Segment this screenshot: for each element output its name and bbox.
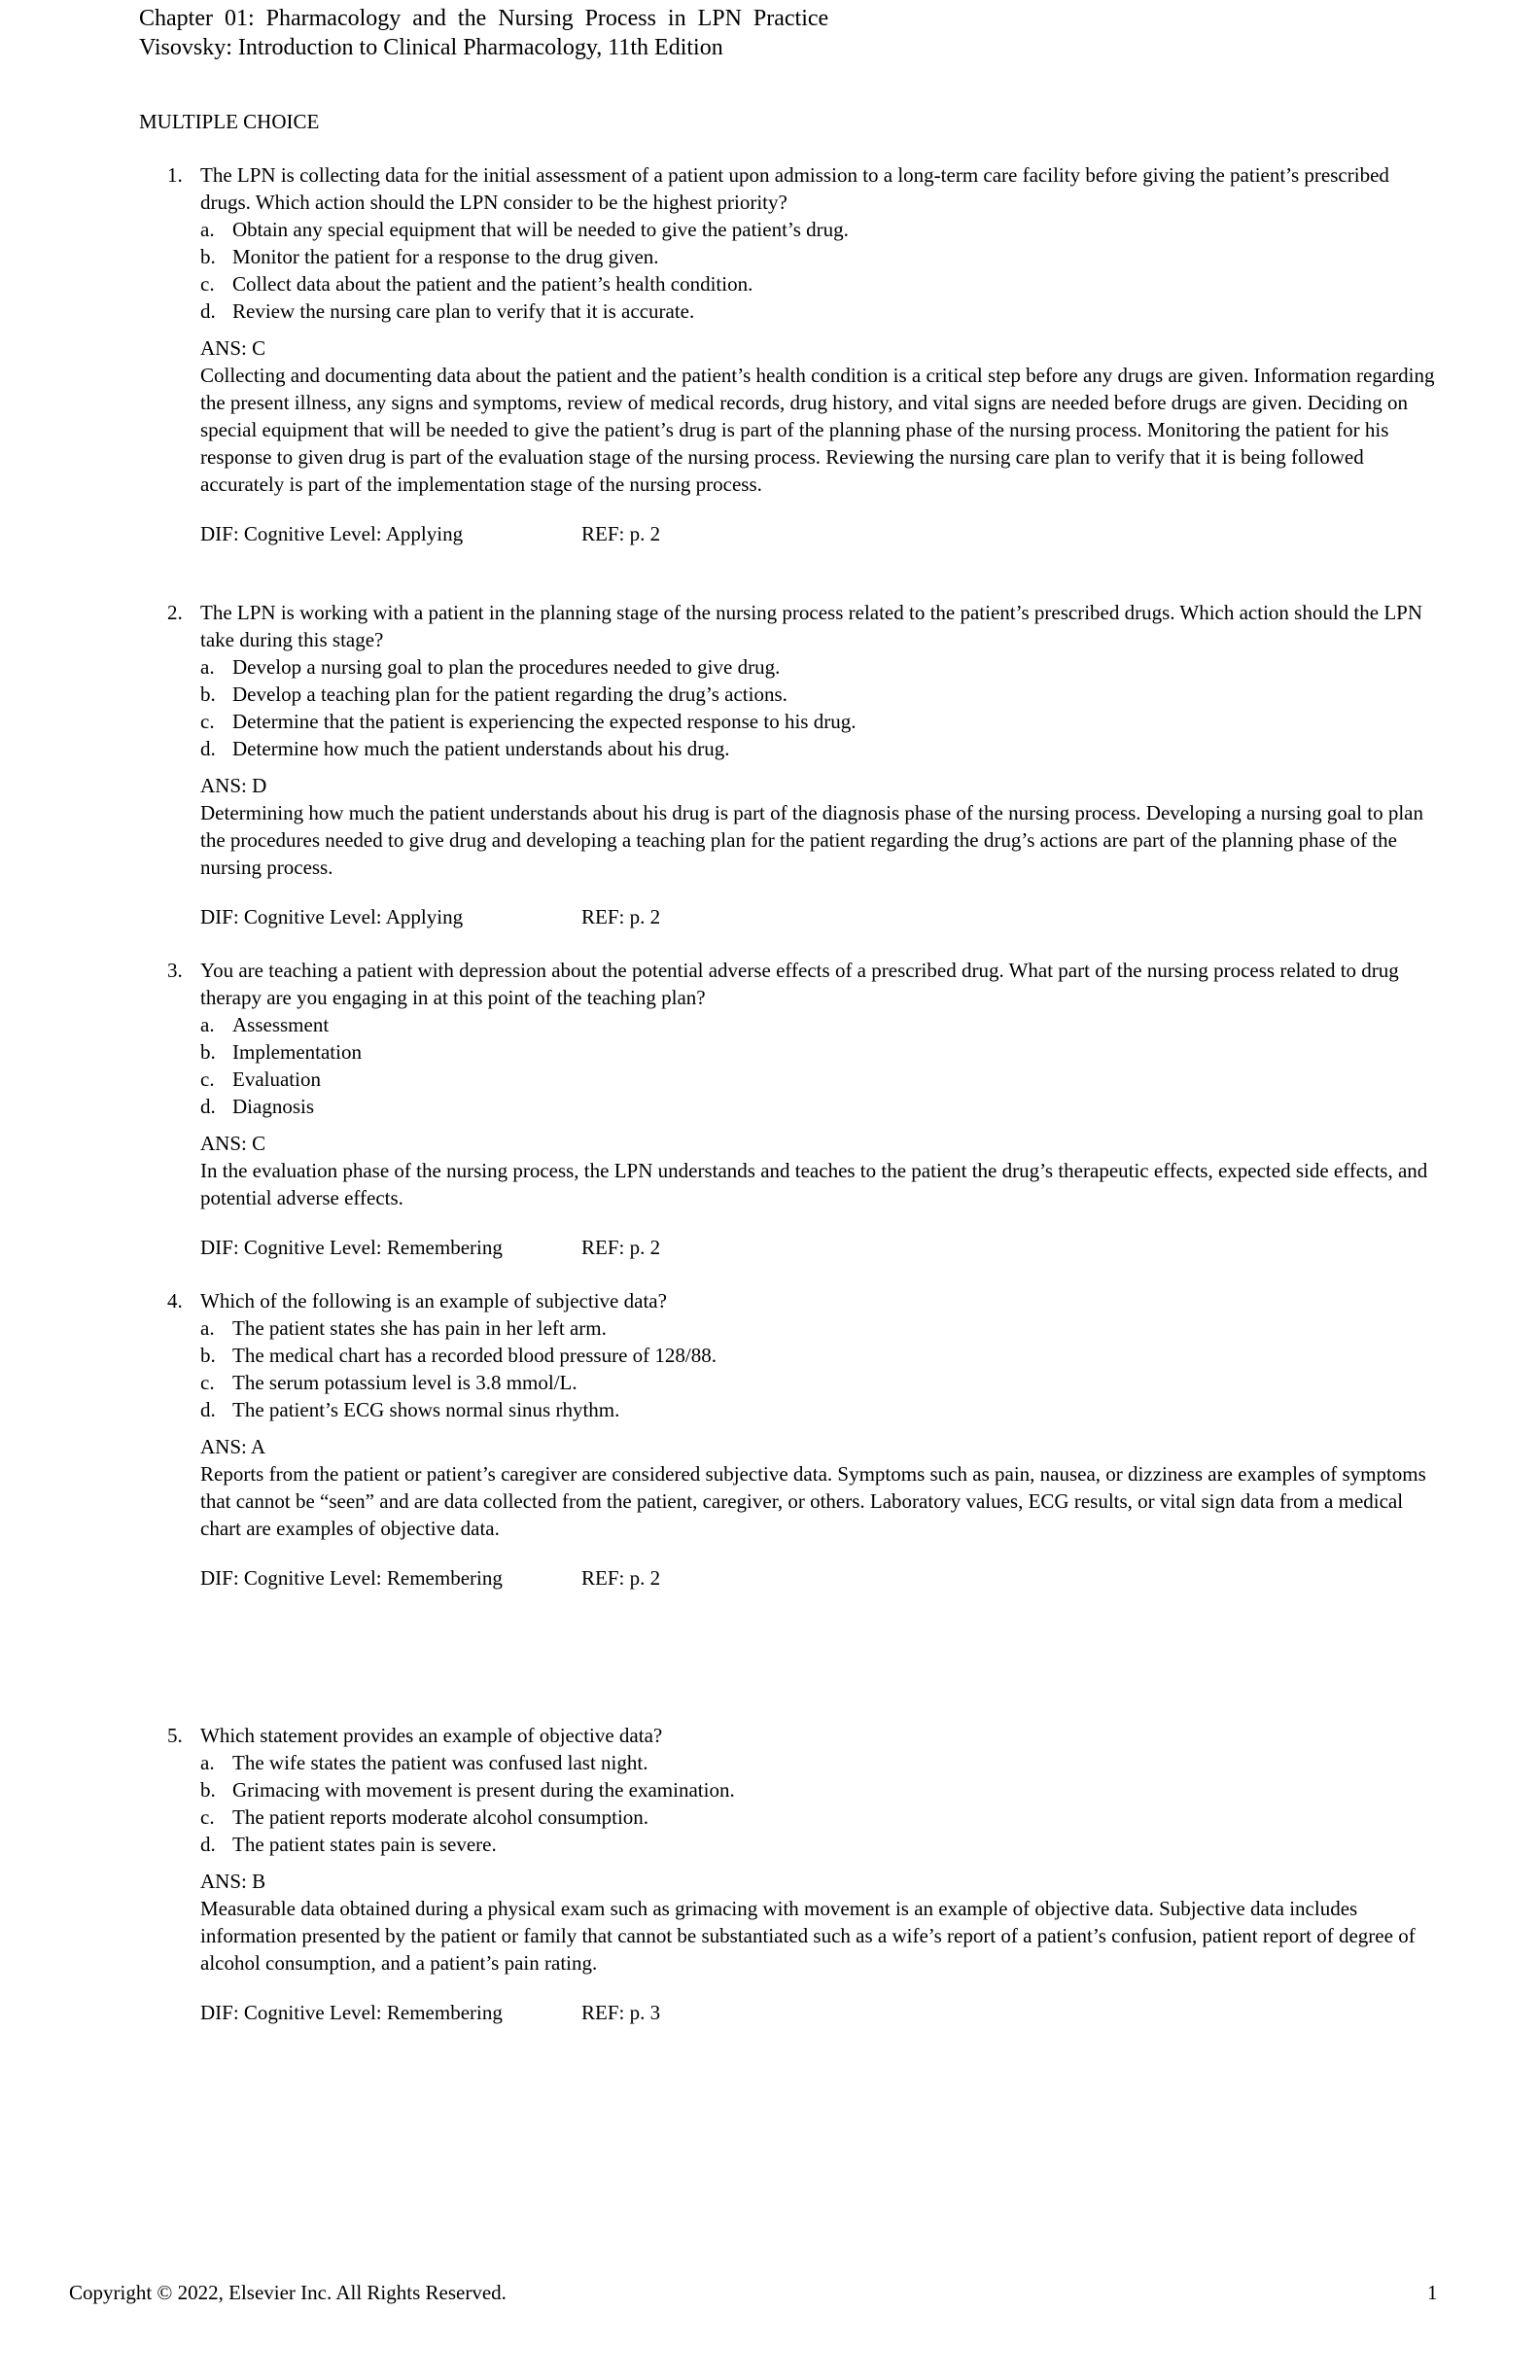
option-text: Implementation bbox=[232, 1040, 362, 1064]
question-number: 3. bbox=[167, 959, 183, 982]
option-text: Collect data about the patient and the patient’s health condition. bbox=[232, 272, 753, 296]
option-letter: b. bbox=[200, 1778, 216, 1802]
option-text: Develop a nursing goal to plan the procedures needed to give drug. bbox=[232, 655, 781, 679]
page-reference: REF: p. 3 bbox=[581, 2001, 661, 2024]
book-title: Visovsky: Introduction to Clinical Pharmacology, 11th Edition bbox=[139, 35, 723, 60]
option-letter: a. bbox=[200, 1013, 215, 1036]
option-c bbox=[200, 1066, 1441, 1093]
option-text: Assessment bbox=[232, 1013, 330, 1036]
option-letter: a. bbox=[200, 1751, 215, 1774]
option-b bbox=[200, 1342, 1441, 1369]
option-c bbox=[200, 1369, 1441, 1396]
option-text: The patient states pain is severe. bbox=[232, 1833, 497, 1856]
option-letter: c. bbox=[200, 710, 215, 733]
option-a bbox=[200, 1011, 1441, 1038]
option-text: The wife states the patient was confused last night. bbox=[232, 1751, 648, 1774]
page-reference: REF: p. 2 bbox=[581, 905, 661, 928]
option-list bbox=[200, 1314, 1441, 1423]
option-a bbox=[200, 216, 1441, 243]
option-text: Determine how much the patient understands about his drug. bbox=[232, 737, 730, 760]
option-list bbox=[200, 653, 1441, 762]
answer-key: ANS: C bbox=[200, 1132, 266, 1155]
question-text: You are teaching a patient with depression about the potential adverse effects of a prescribed drug. What part of the nursing process related to drug therapy are you engaging in at this point of the teaching plan? bbox=[200, 959, 1399, 1009]
option-c bbox=[200, 1803, 1441, 1831]
option-d bbox=[200, 735, 1441, 762]
option-letter: c. bbox=[200, 1371, 215, 1394]
question-2 bbox=[167, 599, 1441, 930]
option-text: The patient states she has pain in her left arm. bbox=[232, 1316, 607, 1340]
page-number: 1 bbox=[1427, 2281, 1438, 2304]
page-reference: REF: p. 2 bbox=[581, 522, 661, 545]
option-text: Develop a teaching plan for the patient regarding the drug’s actions. bbox=[232, 682, 788, 706]
option-b bbox=[200, 1038, 1441, 1066]
section-title: MULTIPLE CHOICE bbox=[139, 110, 320, 133]
option-letter: a. bbox=[200, 1316, 215, 1340]
option-text: The medical chart has a recorded blood pressure of 128/88. bbox=[232, 1344, 717, 1367]
option-text: Monitor the patient for a response to the drug given. bbox=[232, 245, 659, 268]
option-letter: d. bbox=[200, 1398, 216, 1421]
rationale: Reports from the patient or patient’s caregiver are considered subjective data. Symptoms such as pain, nausea, or dizziness are examples of symptoms that cannot be “seen” and are data collected from the patient, caregiver, or others. Laboratory values, ECG results, or vital sign data from a medical chart are examples of objective data. bbox=[200, 1462, 1426, 1540]
difficulty-level: DIF: Cognitive Level: Applying bbox=[200, 905, 464, 928]
question-meta bbox=[200, 903, 1441, 930]
option-letter: a. bbox=[200, 218, 215, 241]
option-letter: b. bbox=[200, 682, 216, 706]
rationale: Determining how much the patient understands about his drug is part of the diagnosis phase of the nursing process. Developing a nursing goal to plan the procedures needed to give drug and developing a teaching plan for the patient regarding the drug’s actions are part of the planning phase of the nursing process. bbox=[200, 801, 1424, 879]
option-letter: a. bbox=[200, 655, 215, 679]
option-text: The patient’s ECG shows normal sinus rhythm. bbox=[232, 1398, 620, 1421]
question-meta bbox=[200, 1234, 1441, 1261]
document-header bbox=[139, 4, 828, 62]
option-text: Obtain any special equipment that will be needed to give the patient’s drug. bbox=[232, 218, 849, 241]
page-reference: REF: p. 2 bbox=[581, 1566, 661, 1590]
option-letter: c. bbox=[200, 272, 215, 296]
difficulty-level: DIF: Cognitive Level: Applying bbox=[200, 522, 464, 545]
answer-key: ANS: B bbox=[200, 1870, 266, 1893]
question-meta bbox=[200, 520, 1441, 547]
option-a bbox=[200, 1749, 1441, 1776]
difficulty-level: DIF: Cognitive Level: Remembering bbox=[200, 2001, 503, 2024]
option-b bbox=[200, 1776, 1441, 1803]
question-number: 2. bbox=[167, 601, 183, 624]
difficulty-level: DIF: Cognitive Level: Remembering bbox=[200, 1566, 503, 1590]
option-b bbox=[200, 243, 1441, 270]
option-letter: d. bbox=[200, 1833, 216, 1856]
option-c bbox=[200, 708, 1441, 735]
question-number: 4. bbox=[167, 1289, 183, 1312]
answer-key: ANS: A bbox=[200, 1435, 266, 1458]
question-text: Which statement provides an example of objective data? bbox=[200, 1724, 663, 1747]
question-number: 5. bbox=[167, 1724, 183, 1747]
option-d bbox=[200, 1396, 1441, 1423]
option-text: The patient reports moderate alcohol consumption. bbox=[232, 1805, 649, 1829]
option-d bbox=[200, 1093, 1441, 1120]
question-3 bbox=[167, 957, 1441, 1261]
option-letter: d. bbox=[200, 1095, 216, 1118]
question-number: 1. bbox=[167, 163, 183, 187]
question-text: The LPN is working with a patient in the planning stage of the nursing process related to the patient’s prescribed drugs. Which action should the LPN take during this stage? bbox=[200, 601, 1423, 651]
option-text: Determine that the patient is experiencing the expected response to his drug. bbox=[232, 710, 857, 733]
option-letter: d. bbox=[200, 737, 216, 760]
rationale: In the evaluation phase of the nursing process, the LPN understands and teaches to the patient the drug’s therapeutic effects, expected side effects, and potential adverse effects. bbox=[200, 1159, 1428, 1209]
question-meta bbox=[200, 1564, 1441, 1592]
question-1 bbox=[167, 161, 1441, 547]
option-list bbox=[200, 1011, 1441, 1120]
copyright-notice: Copyright © 2022, Elsevier Inc. All Rights Reserved. bbox=[69, 2281, 507, 2304]
option-letter: b. bbox=[200, 245, 216, 268]
option-a bbox=[200, 1314, 1441, 1342]
question-5 bbox=[167, 1722, 1441, 2026]
option-a bbox=[200, 653, 1441, 681]
answer-key: ANS: D bbox=[200, 774, 267, 797]
option-letter: c. bbox=[200, 1805, 215, 1829]
difficulty-level: DIF: Cognitive Level: Remembering bbox=[200, 1236, 503, 1259]
option-b bbox=[200, 681, 1441, 708]
option-text: Evaluation bbox=[232, 1068, 321, 1091]
option-letter: d. bbox=[200, 299, 216, 323]
answer-key: ANS: C bbox=[200, 336, 266, 360]
option-list bbox=[200, 216, 1441, 325]
option-list bbox=[200, 1749, 1441, 1858]
page-reference: REF: p. 2 bbox=[581, 1236, 661, 1259]
option-d bbox=[200, 1831, 1441, 1858]
option-text: Grimacing with movement is present during the examination. bbox=[232, 1778, 735, 1802]
rationale: Measurable data obtained during a physical exam such as grimacing with movement is an example of objective data. Subjective data includes information presented by the patient or family that cannot be substantiated such as a wife’s report of a patient’s confusion, patient report of degree of alcohol consumption, and a patient’s pain rating. bbox=[200, 1897, 1416, 1975]
question-4 bbox=[167, 1287, 1441, 1592]
option-text: Review the nursing care plan to verify that it is accurate. bbox=[232, 299, 695, 323]
option-letter: b. bbox=[200, 1040, 216, 1064]
rationale: Collecting and documenting data about the patient and the patient’s health condition is a critical step before any drugs are given. Information regarding the present illness, any signs and symptoms, review of medical records, drug history, and vital signs are needed before drugs are given. Deciding on special equipment that will be needed to give the patient’s drug is part of the planning phase of the nursing process. Monitoring the patient for his response to given drug is part of the evaluation stage of the nursing process. Reviewing the nursing care plan to verify that it is being followed accurately is part of the implementation stage of the nursing process. bbox=[200, 364, 1435, 496]
option-text: Diagnosis bbox=[232, 1095, 314, 1118]
option-d bbox=[200, 298, 1441, 325]
option-text: The serum potassium level is 3.8 mmol/L. bbox=[232, 1371, 578, 1394]
question-text: Which of the following is an example of subjective data? bbox=[200, 1289, 667, 1312]
option-letter: c. bbox=[200, 1068, 215, 1091]
option-c bbox=[200, 270, 1441, 298]
question-text: The LPN is collecting data for the initial assessment of a patient upon admission to a long-term care facility before giving the patient’s prescribed drugs. Which action should the LPN consider to be the highest priority? bbox=[200, 163, 1389, 214]
option-letter: b. bbox=[200, 1344, 216, 1367]
chapter-title: Chapter 01: Pharmacology and the Nursing Process in LPN Practice bbox=[139, 6, 829, 31]
question-meta bbox=[200, 1999, 1441, 2026]
